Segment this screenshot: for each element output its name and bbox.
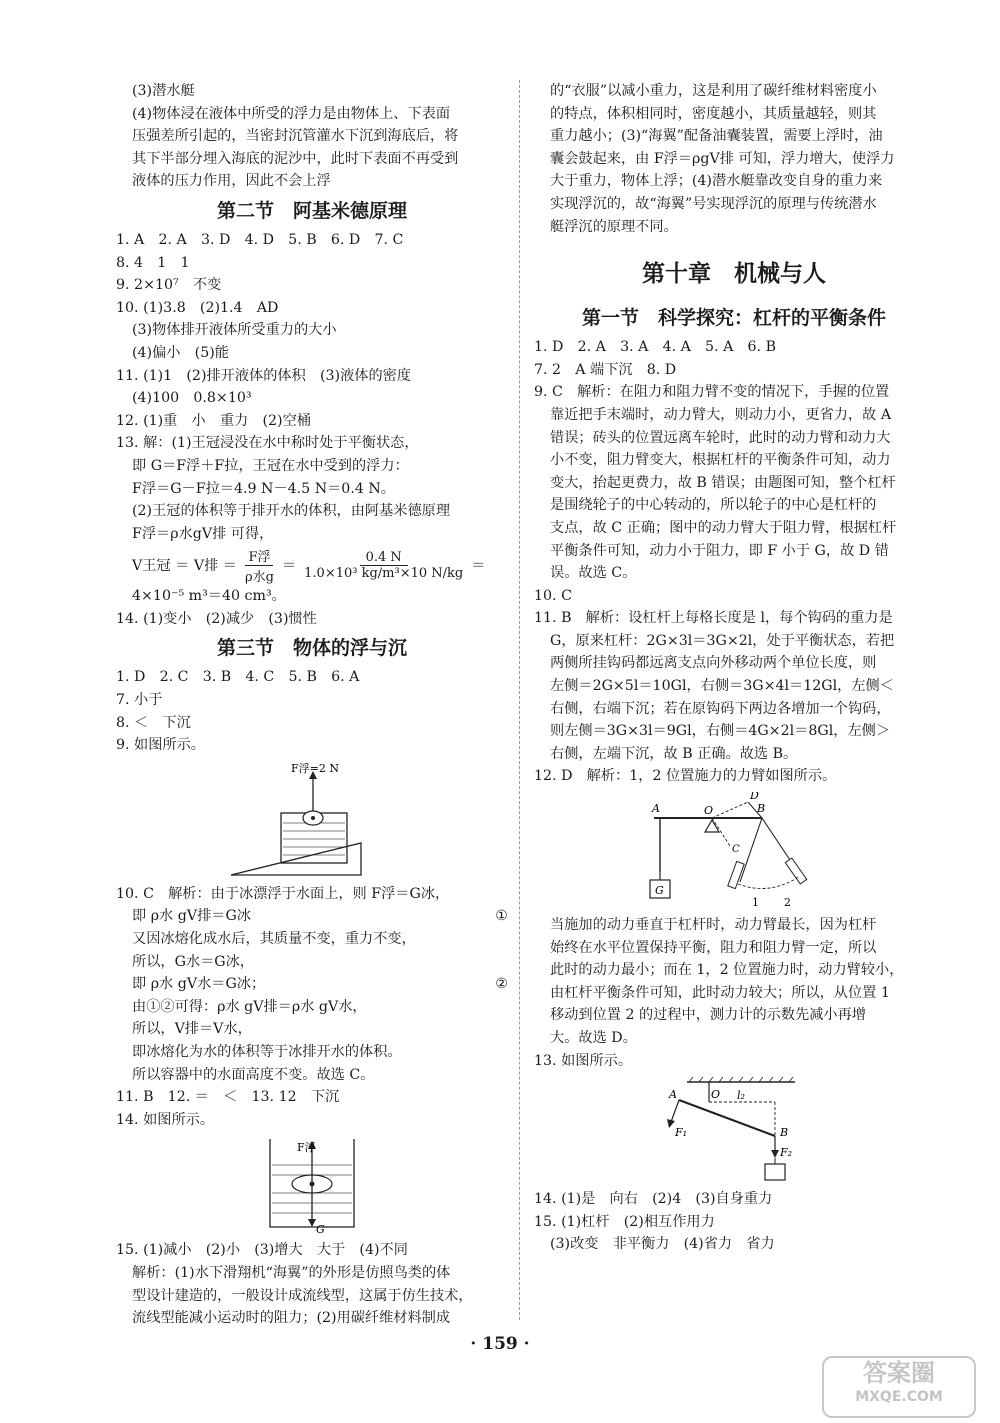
answer-line: 由①②可得：ρ水 gV排＝ρ水 gV水，	[132, 998, 367, 1015]
answer-text: 即 ρ水 gV排＝G冰	[132, 908, 251, 925]
page-number: · 159 ·	[470, 1334, 530, 1354]
formula-row	[116, 545, 508, 585]
answer-line: 1. D 2. A 3. A 4. A 5. A 6. B	[534, 339, 776, 356]
answer-line: 13. 解：(1)王冠浸没在水中称时处于平衡状态，	[116, 435, 419, 452]
answer-line: 艇浮沉的原理不同。	[550, 218, 678, 235]
answer-line: F浮＝ρ水gV排 可得，	[132, 525, 274, 542]
answer-line: (3)物体排开液体所受重力的大小	[132, 322, 337, 339]
answer-line: 8. ＜ 下沉	[116, 714, 191, 731]
fraction-denominator: 1.0×10³ kg/m³×10 N/kg	[304, 565, 464, 581]
figure-label: A	[669, 1088, 677, 1102]
figure-14-beaker-diagram	[252, 1135, 372, 1235]
figure-label: F₂	[780, 1146, 793, 1160]
column-divider	[519, 80, 520, 1320]
figure-label: B	[757, 802, 766, 816]
answer-line: 当施加的动力垂直于杠杆时，动力臂最长，因为杠杆	[550, 917, 877, 934]
answer-line: F浮＝G－F拉＝4.9 N－4.5 N＝0.4 N。	[132, 480, 395, 497]
answer-line: 的“衣服”以减小重力，这是利用了碳纤维材料密度小	[550, 83, 877, 99]
answer-line: 9. 如图所示。	[116, 737, 205, 754]
answer-line: 支点，故 C 正确；图中的动力臂大于阻力臂，根据杠杆	[550, 519, 897, 536]
answer-line: 此时的动力最小；而在 1，2 位置施力时，动力臂较小，	[550, 962, 904, 979]
figure-label: G	[655, 884, 664, 898]
answer-line: 8. 4 1 1	[116, 254, 190, 271]
answer-line: 左侧＝2G×5l＝10Gl，右侧＝3G×4l＝12Gl，左侧＜	[550, 678, 894, 695]
answer-line: 又因冰熔化成水后，其质量不变，重力不变，	[132, 931, 416, 948]
figure-label: O	[704, 804, 714, 818]
answer-line: 是围绕轮子的中心转动的，所以轮子的中心是杠杆的	[550, 497, 877, 514]
figure-13-lever-diagram	[659, 1076, 809, 1184]
answer-line: (2)王冠的体积等于排开水的体积，由阿基米德原理	[132, 503, 451, 520]
left-column	[116, 80, 508, 1330]
answer-line: 囊会鼓起来，由 F浮＝ρgV排 可知，浮力增大，使浮力	[550, 150, 895, 167]
answer-line: 液体的压力作用，因此不会上浮	[132, 173, 331, 190]
answer-line: 9. C 解析：在阻力和阻力臂不变的情况下，手握的位置	[534, 384, 890, 401]
answer-line	[116, 883, 508, 906]
answer-line: 大于重力，物体上浮；(4)潜水艇靠改变自身的重力来	[550, 173, 883, 190]
answer-line: 即 G＝F浮＋F拉，王冠在水中受到的浮力：	[132, 457, 409, 474]
formula-text: ＝	[471, 558, 486, 575]
answer-line: 所以，G水＝G冰，	[132, 953, 254, 970]
answer-line: (4)100 0.8×10³	[132, 390, 252, 407]
answer-line: 的特点，体积相同时，密度越小，其质量越轻，则其	[550, 105, 877, 122]
answer-line: 平衡条件可知，动力小于阻力，即 F 小于 G，故 D 错	[550, 542, 889, 559]
formula-text: ＝	[281, 558, 297, 575]
answer-text: 10. C 解析：由于冰漂浮于水面上，则 F浮＝G冰，	[116, 885, 450, 902]
answer-line: 误。故选 C。	[550, 565, 637, 582]
answer-line: 15. (1)减小 (2)小 (3)增大 大于 (4)不同	[116, 1242, 408, 1259]
answer-line: 4×10⁻⁵ m³＝40 cm³。	[132, 588, 286, 605]
answer-line: 7. 小于	[116, 692, 163, 709]
answer-line: 解析：(1)水下滑翔机“海翼”的外形是仿照鸟类的体	[132, 1264, 451, 1281]
answer-line	[116, 973, 508, 996]
answer-line: 15. (1)杠杆 (2)相互作用力	[534, 1213, 715, 1230]
answer-line: 所以容器中的水面高度不变。故选 C。	[132, 1066, 375, 1083]
answer-line: 右侧，左端下沉，故 B 正确。故选 B。	[550, 745, 798, 762]
section-title: 第一节 科学探究：杠杆的平衡条件	[581, 307, 886, 330]
answer-line: 小不变，阻力臂变大，根据杠杆的平衡条件可知，动力	[550, 452, 891, 469]
section-title: 第二节 阿基米德原理	[216, 199, 407, 222]
figure-label: D	[750, 792, 759, 803]
answer-line: (3)改变 非平衡力 (4)省力 省力	[550, 1236, 775, 1253]
figure-12-lever-diagram	[634, 792, 834, 910]
answer-line: 则左侧＝3G×3l＝9Gl，右侧＝4G×2l＝8Gl，左侧＞	[550, 723, 891, 740]
answer-line: 由杠杆平衡条件可知，此时动力较大；所以，从位置 1	[550, 984, 890, 1001]
answer-line: G，原来杠杆：2G×3l＝3G×2l，处于平衡状态，若把	[550, 632, 895, 649]
watermark-text: 答案圈	[863, 1359, 935, 1387]
fraction	[245, 546, 274, 585]
section-title: 第三节 物体的浮与沉	[216, 637, 407, 660]
answer-line: 右侧，右端下沉；若在原钩码下两边各增加一个钩码，	[550, 700, 891, 717]
answer-line: 重力越小；(3)“海翼”配备油囊装置，需要上浮时，油	[550, 128, 883, 145]
equation-marker: ①	[495, 908, 508, 925]
answer-line: 流线型能减小运动时的阻力；(2)用碳纤维材料制成	[132, 1310, 451, 1327]
answer-line: 变大，抬起更费力，故 B 错误；由题图可知，整个杠杆	[550, 474, 896, 491]
answer-line: 始终在水平位置保持平衡，阻力和阻力臂一定，所以	[550, 939, 877, 956]
answer-line: 13. 如图所示。	[534, 1052, 633, 1069]
figure-label: O	[711, 1088, 721, 1102]
formula-text: V王冠 ＝ V排 ＝	[132, 558, 237, 575]
answer-line: 1. A 2. A 3. D 4. D 5. B 6. D 7. C	[116, 231, 404, 248]
answer-line: 型设计建造的，一般设计成流线型，这属于仿生技术，	[132, 1287, 473, 1304]
right-column	[534, 80, 934, 1256]
answer-line: 12. D 解析：1，2 位置施力的力臂如图所示。	[534, 768, 837, 785]
answer-line: 移动到位置 2 的过程中，测力计的示数先减小再增	[550, 1007, 866, 1024]
fraction-denominator: ρ水g	[244, 569, 274, 585]
chapter-title: 第十章 机械与人	[642, 261, 826, 288]
figure-label: F₁	[675, 1126, 688, 1140]
figure-label: F浮=2 N	[291, 761, 339, 775]
answer-line: (3)潜水艇	[132, 83, 195, 99]
answer-line: 所以，V排＝V水，	[132, 1021, 252, 1038]
answer-line	[116, 905, 508, 928]
answer-line: 10. C	[534, 587, 572, 604]
answer-line: (4)物体浸在液体中所受的浮力是由物体上、下表面	[132, 105, 451, 122]
answer-line: 7. 2 A 端下沉 8. D	[534, 361, 677, 378]
answer-line: 14. (1)是 向右 (2)4 (3)自身重力	[534, 1191, 773, 1208]
figure-label: A	[652, 802, 660, 816]
figure-9-float-diagram	[227, 761, 397, 879]
answer-line: 错误；砖头的位置远离车轮时，此时的动力臂和动力大	[550, 429, 891, 446]
figure-label: F浮	[297, 1141, 316, 1155]
answer-line: 14. (1)变小 (2)减少 (3)惯性	[116, 610, 317, 627]
figure-label: C	[732, 844, 740, 856]
answer-text: 即 ρ水 gV水＝G冰；	[132, 976, 266, 993]
answer-line: 10. (1)3.8 (2)1.4 AD	[116, 299, 279, 316]
fraction	[304, 550, 463, 581]
watermark-url: MXQE.COM	[855, 1389, 943, 1405]
answer-line: 大。故选 D。	[550, 1030, 637, 1046]
figure-label: G	[316, 1223, 325, 1236]
answer-line: 12. (1)重 小 重力 (2)空桶	[116, 412, 311, 429]
fraction-numerator: 0.4 N	[360, 550, 408, 566]
watermark-logo	[822, 1356, 976, 1418]
answer-line: 靠近把手末端时，动力臂大，则动力小，更省力，故 A	[550, 406, 892, 423]
fraction-numerator: F浮	[245, 546, 273, 566]
answer-line: 两侧所挂钩码都远离支点向外移动两个单位长度，则	[550, 655, 877, 672]
figure-label: B	[780, 1126, 789, 1140]
figure-label: 1	[752, 896, 759, 910]
answer-line: 其下半部分埋入海底的泥沙中，此时下表面不再受到	[132, 150, 459, 167]
answer-line: 11. B 解析：设杠杆上每格长度是 l，每个钩码的重力是	[534, 610, 893, 627]
answer-line: 实现浮沉的，故“海翼”号实现浮沉的原理与传统潜水	[550, 195, 877, 212]
answer-line: 压强差所引起的，当密封沉管灌水下沉到海底后，将	[132, 128, 459, 145]
answer-line: 9. 2×10⁷ 不变	[116, 277, 222, 294]
answer-line: 1. D 2. C 3. B 4. C 5. B 6. A	[116, 669, 360, 686]
figure-label: l₂	[737, 1089, 745, 1103]
answer-line: 即冰熔化为水的体积等于冰排开水的体积。	[132, 1044, 402, 1060]
answer-line: 11. B 12. ＝ ＜ 13. 12 下沉	[116, 1089, 340, 1106]
answer-line: 11. (1)1 (2)排开液体的体积 (3)液体的密度	[116, 367, 412, 384]
answer-line: (4)偏小 (5)能	[132, 344, 229, 361]
equation-marker: ②	[495, 976, 508, 993]
figure-label: 2	[784, 896, 791, 910]
answer-line: 14. 如图所示。	[116, 1111, 215, 1128]
